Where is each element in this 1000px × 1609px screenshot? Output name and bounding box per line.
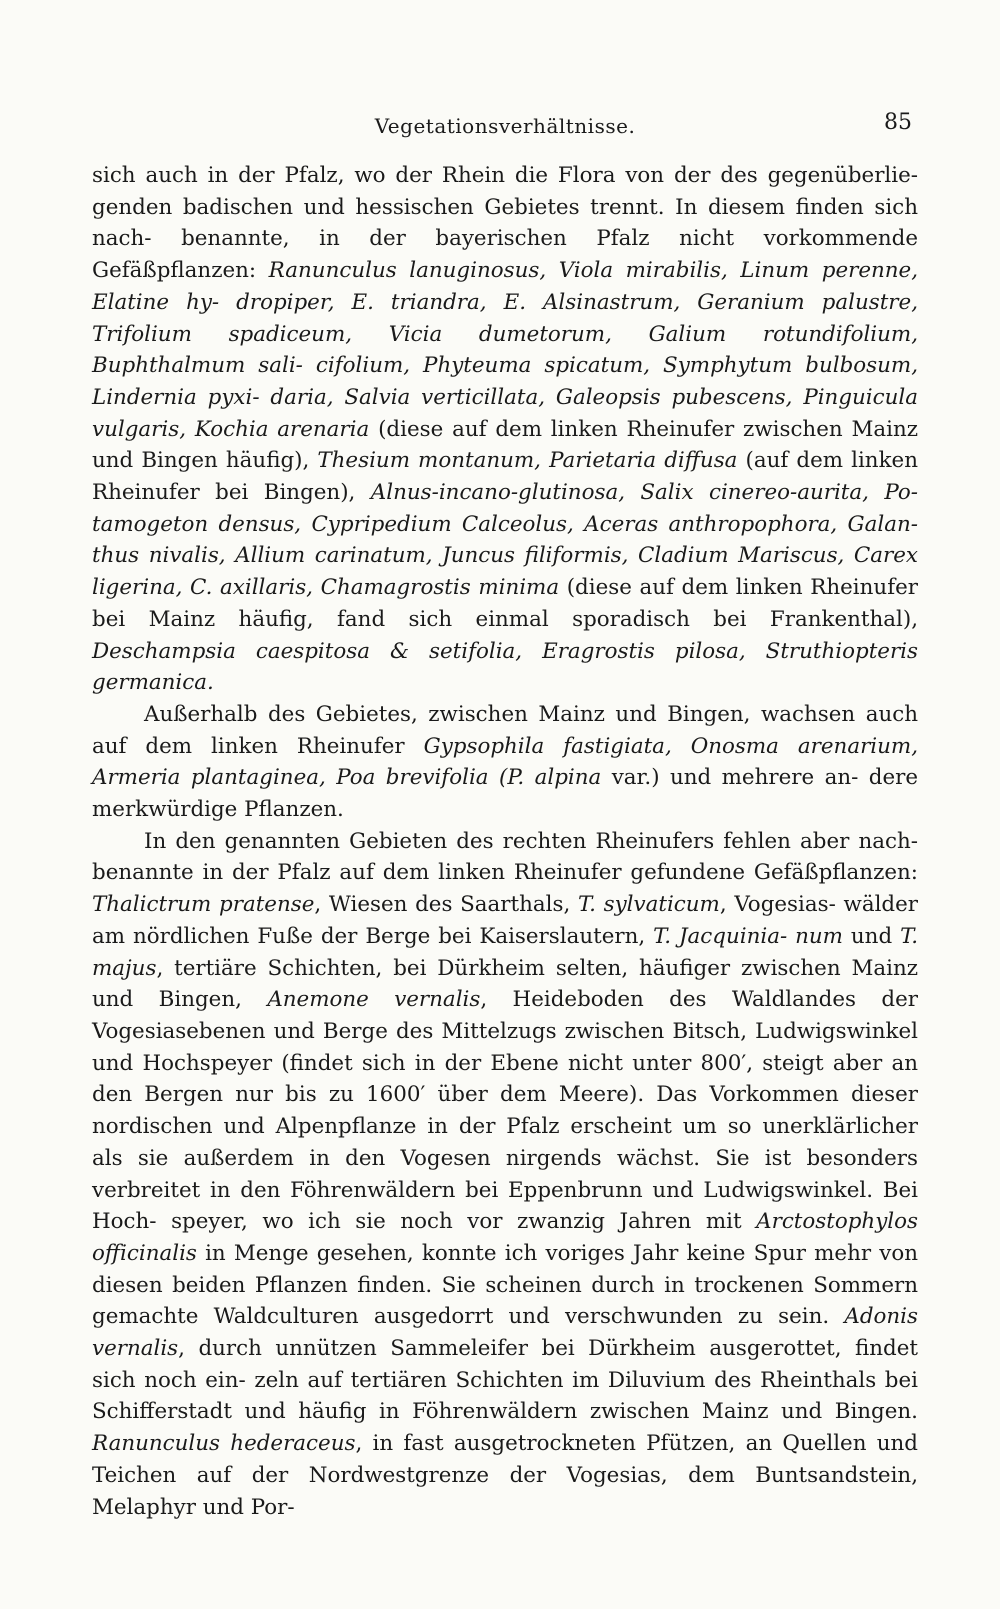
text-run: , durch unnützen Sammeleifer bei Dürkheim ausgerottet, findet sich noch ein- zeln auf tertiären Schichten im Diluvium des Rheinthals bei Schifferstadt und häufig in Föhrenwäldern zwischen Mainz und Bingen. xyxy=(92,1336,918,1425)
text-run: , Wiesen des Saarthals, xyxy=(314,892,578,918)
species-name: Ranunculus lanuginosus, Viola mirabilis, Linum perenne, Elatine hy- dropiper, E. triandra, E. Alsinastrum, Geranium palustre, Trifolium spadiceum, Vicia dumetorum, Galium rotundifolium, Buphthalmum sali- cifolium, Phyteuma spicatum, Symphytum bulbosum, Lindernia pyxi- daria, Salvia verticillata, Galeopsis pubescens, Pinguicula vulgaris, Kochia arenaria xyxy=(92,258,918,442)
text-run: Außerhalb des Gebietes, zwischen Mainz und Bingen, wachsen auch auf dem linken Rheinufer xyxy=(92,701,918,759)
species-name: Thalictrum pratense xyxy=(92,892,315,918)
species-name: Deschampsia caespitosa & setifolia, Eragrostis pilosa, Struthiopteris germanica. xyxy=(92,638,918,696)
species-name: Ranunculus hederaceus xyxy=(92,1431,356,1457)
text-run: , Heideboden des Waldlandes der Vogesiasebenen und Berge des Mittelzugs zwischen Bitsch, Ludwigswinkel und Hochspeyer (findet sich in der Ebene nicht unter 800′, steigt aber an den Bergen nur bis zu 1600′ über dem Meere). Das Vorkommen dieser nordischen und Alpenpflanze in der Pfalz erscheint um so unerklärlicher als sie außerdem in den Vogesen nirgends wächst. Sie ist besonders verbreitet in den Föhrenwäldern bei Eppenbrunn und Ludwigswinkel. Bei Hoch- speyer, wo ich sie noch vor zwanzig Jahren mit xyxy=(92,987,918,1235)
species-name: Arctostophylos officinalis xyxy=(92,1209,918,1266)
species-name: Thesium montanum, Parietaria diffusa xyxy=(317,448,738,474)
text-run: , in fast ausgetrockneten Pfützen, an Quellen und Teichen auf der Nordwestgrenze der Vogesias, dem Buntsandstein, Melaphyr und Por- xyxy=(92,1431,918,1520)
body-text xyxy=(92,160,918,1523)
paragraph xyxy=(92,826,918,1523)
text-run: in Menge gesehen, konnte ich voriges Jahr keine Spur mehr von diesen beiden Pflanzen finden. Sie scheinen durch in trockenen Sommern gemachte Waldculturen ausgedorrt und verschwunden zu sein. xyxy=(92,1240,918,1330)
species-name: T. Jacquinia- num xyxy=(653,923,843,949)
text-run: und xyxy=(842,923,901,949)
paragraph xyxy=(92,160,918,699)
text-run: (diese auf dem linken Rheinufer bei Mainz häufig, fand sich einmal sporadisch bei Frankenthal), xyxy=(92,575,918,632)
species-name: Gypsophila fastigiata, Onosma arenarium, Armeria plantaginea, Poa brevifolia (P. alpina xyxy=(92,733,918,791)
running-head xyxy=(92,110,918,144)
text-run: var.) und mehrere an- dere merkwürdige Pflanzen. xyxy=(92,765,918,823)
species-name: Adonis vernalis xyxy=(92,1304,918,1362)
species-name: Alnus-incano-glutinosa, Salix cinereo-aurita, Po- tamogeton densus, Cypripedium Calceolus, Aceras anthropophora, Galan- thus nivalis, Allium carinatum, Juncus filiformis, Cladium Mariscus, Carex ligerina, C. axillaris, Chamagrostis minima xyxy=(92,480,918,601)
running-title: Vegetationsverhältnisse. xyxy=(374,114,636,138)
text-run: (diese auf dem linken Rheinufer zwischen Mainz und Bingen häufig), xyxy=(92,416,919,474)
text-run: (auf dem linken Rheinufer bei Bingen), xyxy=(92,448,918,506)
species-name: T. majus xyxy=(92,923,918,981)
paragraph xyxy=(92,699,918,826)
species-name: Anemone vernalis xyxy=(267,987,481,1013)
text-run: sich auch in der Pfalz, wo der Rhein die Flora von der des gegenüberlie- genden badischen und hessischen Gebietes trennt. In diesem finden sich nach- benannte, in der bayerischen Pfalz nicht vorkommende Gefäßpflanzen: xyxy=(92,163,918,284)
text-run: , tertiäre Schichten, bei Dürkheim selten, häufiger zwischen Mainz und Bingen, xyxy=(92,955,918,1013)
text-run: , Vogesias- wälder am nördlichen Fuße der Berge bei Kaiserslautern, xyxy=(92,892,918,949)
text-run: In den genannten Gebieten des rechten Rheinufers fehlen aber nach- benannte in der Pfalz auf dem linken Rheinufer gefundene Gefäßpflanzen: xyxy=(92,828,918,886)
species-name: T. sylvaticum xyxy=(577,892,720,918)
page-number: 85 xyxy=(884,110,912,135)
